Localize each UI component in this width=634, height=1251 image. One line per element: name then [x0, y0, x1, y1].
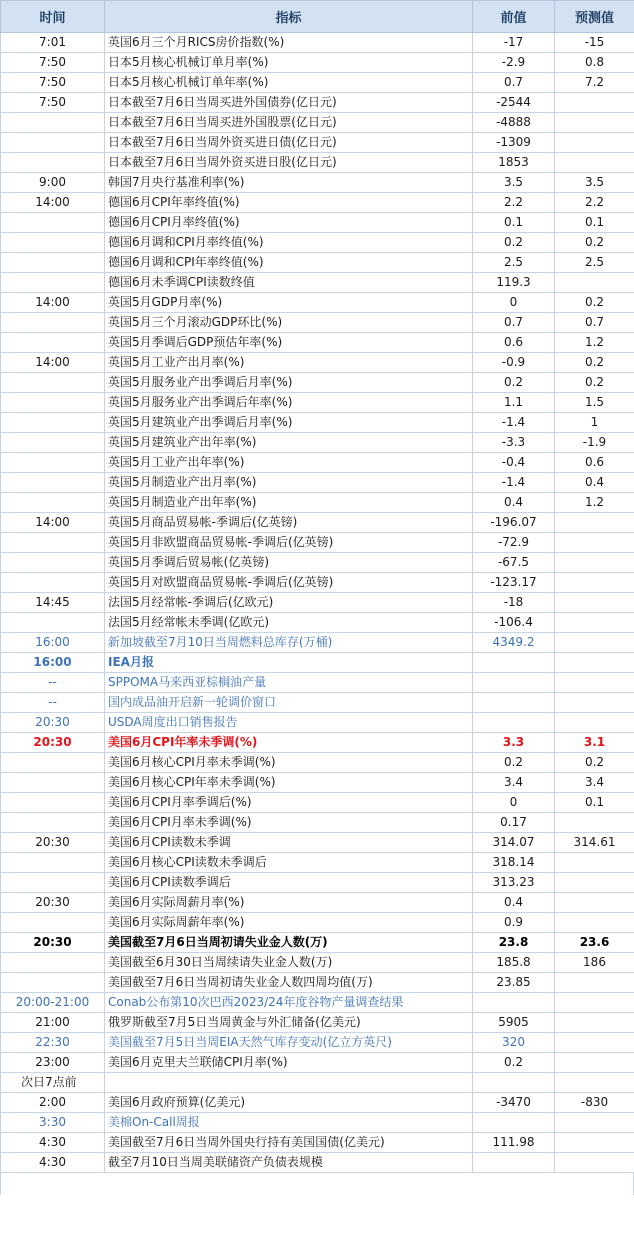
- cell-indicator: 德国6月CPI年率终值(%): [105, 193, 473, 213]
- cell-indicator: 韩国7月央行基准利率(%): [105, 173, 473, 193]
- cell-forecast: [555, 553, 634, 573]
- cell-indicator: 日本截至7月6日当周买进外国股票(亿日元): [105, 113, 473, 133]
- table-row: [1, 973, 634, 993]
- cell-forecast: [555, 913, 634, 933]
- table-row: [1, 133, 634, 153]
- cell-forecast: 314.61: [555, 833, 634, 853]
- cell-indicator: 美国6月核心CPI年率未季调(%): [105, 773, 473, 793]
- cell-forecast: 0.2: [555, 753, 634, 773]
- header-time: 时间: [1, 1, 105, 33]
- cell-previous: 0.6: [473, 333, 555, 353]
- cell-previous: -2.9: [473, 53, 555, 73]
- table-row: [1, 993, 634, 1013]
- cell-indicator: 英国5月工业产出月率(%): [105, 353, 473, 373]
- cell-time: 20:30: [1, 933, 105, 953]
- cell-indicator: SPPOMA马来西亚棕榈油产量: [105, 673, 473, 693]
- cell-previous: -1.4: [473, 473, 555, 493]
- cell-forecast: 0.2: [555, 293, 634, 313]
- cell-previous: [473, 693, 555, 713]
- cell-forecast: [555, 113, 634, 133]
- cell-previous: 0.7: [473, 313, 555, 333]
- cell-indicator: 美国6月CPI月率季调后(%): [105, 793, 473, 813]
- table-row: [1, 293, 634, 313]
- cell-indicator: 英国5月制造业产出年率(%): [105, 493, 473, 513]
- cell-previous: 5905: [473, 1013, 555, 1033]
- cell-time: 22:30: [1, 1033, 105, 1053]
- cell-forecast: 2.5: [555, 253, 634, 273]
- table-row: [1, 693, 634, 713]
- cell-time: [1, 433, 105, 453]
- table-bottom-spacer: [0, 1173, 634, 1195]
- cell-time: [1, 253, 105, 273]
- cell-forecast: [555, 1113, 634, 1133]
- cell-forecast: 0.8: [555, 53, 634, 73]
- table-row: [1, 793, 634, 813]
- table-row: [1, 113, 634, 133]
- cell-forecast: 0.6: [555, 453, 634, 473]
- cell-indicator: 美国6月CPI年率未季调(%): [105, 733, 473, 753]
- cell-forecast: 1.2: [555, 333, 634, 353]
- table-row: [1, 473, 634, 493]
- cell-indicator: 德国6月未季调CPI读数终值: [105, 273, 473, 293]
- cell-time: [1, 873, 105, 893]
- table-row: [1, 733, 634, 753]
- cell-time: [1, 473, 105, 493]
- cell-indicator: 法国5月经常帐未季调(亿欧元): [105, 613, 473, 633]
- cell-previous: 314.07: [473, 833, 555, 853]
- table-row: [1, 273, 634, 293]
- cell-previous: 4349.2: [473, 633, 555, 653]
- cell-time: 14:45: [1, 593, 105, 613]
- cell-forecast: [555, 533, 634, 553]
- table-row: [1, 33, 634, 53]
- cell-time: 7:50: [1, 73, 105, 93]
- cell-indicator: 英国5月服务业产出季调后月率(%): [105, 373, 473, 393]
- cell-previous: -67.5: [473, 553, 555, 573]
- cell-forecast: 3.4: [555, 773, 634, 793]
- cell-time: [1, 753, 105, 773]
- cell-time: 7:50: [1, 53, 105, 73]
- cell-forecast: 0.2: [555, 233, 634, 253]
- cell-indicator: 美国6月CPI读数未季调: [105, 833, 473, 853]
- cell-time: [1, 533, 105, 553]
- table-row: [1, 913, 634, 933]
- table-row: [1, 353, 634, 373]
- cell-indicator: 德国6月CPI月率终值(%): [105, 213, 473, 233]
- cell-previous: -17: [473, 33, 555, 53]
- table-body: [1, 33, 634, 1173]
- cell-previous: -4888: [473, 113, 555, 133]
- table-row: [1, 953, 634, 973]
- table-row: [1, 433, 634, 453]
- table-row: [1, 73, 634, 93]
- table-row: [1, 493, 634, 513]
- cell-forecast: 1.5: [555, 393, 634, 413]
- cell-indicator: 日本截至7月6日当周外资买进日股(亿日元): [105, 153, 473, 173]
- cell-time: [1, 413, 105, 433]
- cell-indicator: 英国5月三个月滚动GDP环比(%): [105, 313, 473, 333]
- cell-indicator: 美国6月CPI月率未季调(%): [105, 813, 473, 833]
- table-row: [1, 53, 634, 73]
- table-row: [1, 1013, 634, 1033]
- cell-indicator: 日本5月核心机械订单月率(%): [105, 53, 473, 73]
- cell-time: [1, 953, 105, 973]
- cell-previous: -2544: [473, 93, 555, 113]
- table-row: [1, 773, 634, 793]
- cell-forecast: [555, 853, 634, 873]
- cell-indicator: 英国5月GDP月率(%): [105, 293, 473, 313]
- cell-forecast: [555, 153, 634, 173]
- cell-indicator: 日本5月核心机械订单年率(%): [105, 73, 473, 93]
- cell-forecast: [555, 693, 634, 713]
- cell-time: 20:30: [1, 733, 105, 753]
- cell-time: [1, 233, 105, 253]
- cell-previous: 0.9: [473, 913, 555, 933]
- cell-forecast: [555, 93, 634, 113]
- cell-time: 14:00: [1, 513, 105, 533]
- table-row: [1, 753, 634, 773]
- cell-time: [1, 913, 105, 933]
- cell-time: [1, 853, 105, 873]
- cell-time: 7:50: [1, 93, 105, 113]
- cell-indicator: 日本截至7月6日当周买进外国债券(亿日元): [105, 93, 473, 113]
- table-row: [1, 633, 634, 653]
- cell-previous: [473, 1073, 555, 1093]
- cell-previous: 0.2: [473, 1053, 555, 1073]
- cell-forecast: [555, 1133, 634, 1153]
- cell-time: 9:00: [1, 173, 105, 193]
- cell-forecast: 0.1: [555, 213, 634, 233]
- cell-time: [1, 573, 105, 593]
- cell-time: [1, 153, 105, 173]
- cell-indicator: 美国截至7月6日当周初请失业金人数(万): [105, 933, 473, 953]
- cell-time: 4:30: [1, 1133, 105, 1153]
- cell-forecast: [555, 1013, 634, 1033]
- cell-indicator: [105, 1073, 473, 1093]
- cell-previous: 313.23: [473, 873, 555, 893]
- table-row: [1, 933, 634, 953]
- cell-indicator: 英国5月建筑业产出年率(%): [105, 433, 473, 453]
- header-previous: 前值: [473, 1, 555, 33]
- cell-forecast: [555, 873, 634, 893]
- cell-previous: -0.4: [473, 453, 555, 473]
- cell-previous: -123.17: [473, 573, 555, 593]
- cell-forecast: [555, 1153, 634, 1173]
- cell-previous: 185.8: [473, 953, 555, 973]
- cell-time: [1, 373, 105, 393]
- cell-previous: [473, 1113, 555, 1133]
- cell-indicator: 英国5月非欧盟商品贸易帐-季调后(亿英镑): [105, 533, 473, 553]
- cell-forecast: 0.1: [555, 793, 634, 813]
- table-row: [1, 1153, 634, 1173]
- table-row: [1, 333, 634, 353]
- cell-indicator: 英国5月季调后GDP预估年率(%): [105, 333, 473, 353]
- cell-time: [1, 113, 105, 133]
- table-row: [1, 593, 634, 613]
- cell-previous: 0.2: [473, 233, 555, 253]
- cell-previous: 0.1: [473, 213, 555, 233]
- cell-indicator: 美棉On-Call周报: [105, 1113, 473, 1133]
- cell-previous: 23.85: [473, 973, 555, 993]
- cell-forecast: 186: [555, 953, 634, 973]
- cell-forecast: 0.4: [555, 473, 634, 493]
- cell-forecast: [555, 273, 634, 293]
- table-row: [1, 373, 634, 393]
- cell-forecast: 2.2: [555, 193, 634, 213]
- cell-previous: 1853: [473, 153, 555, 173]
- cell-forecast: -830: [555, 1093, 634, 1113]
- cell-previous: -106.4: [473, 613, 555, 633]
- cell-previous: -18: [473, 593, 555, 613]
- table-row: [1, 1093, 634, 1113]
- cell-forecast: [555, 133, 634, 153]
- cell-indicator: 美国截至6月30日当周续请失业金人数(万): [105, 953, 473, 973]
- cell-previous: 3.3: [473, 733, 555, 753]
- table-row: [1, 453, 634, 473]
- cell-time: 16:00: [1, 653, 105, 673]
- table-row: [1, 153, 634, 173]
- cell-previous: 1.1: [473, 393, 555, 413]
- cell-indicator: 国内成品油开启新一轮调价窗口: [105, 693, 473, 713]
- cell-indicator: 日本截至7月6日当周外资买进日债(亿日元): [105, 133, 473, 153]
- cell-forecast: [555, 513, 634, 533]
- cell-previous: -0.9: [473, 353, 555, 373]
- table-row: [1, 873, 634, 893]
- cell-indicator: 美国6月核心CPI读数未季调后: [105, 853, 473, 873]
- table-row: [1, 513, 634, 533]
- cell-indicator: 英国6月三个月RICS房价指数(%): [105, 33, 473, 53]
- cell-time: 14:00: [1, 193, 105, 213]
- table-row: [1, 553, 634, 573]
- cell-previous: 111.98: [473, 1133, 555, 1153]
- cell-forecast: [555, 1073, 634, 1093]
- cell-time: 次日7点前: [1, 1073, 105, 1093]
- table-row: [1, 213, 634, 233]
- cell-previous: [473, 673, 555, 693]
- cell-indicator: USDA周度出口销售报告: [105, 713, 473, 733]
- cell-previous: 320: [473, 1033, 555, 1053]
- cell-forecast: -1.9: [555, 433, 634, 453]
- table-row: [1, 313, 634, 333]
- cell-time: 4:30: [1, 1153, 105, 1173]
- cell-indicator: 截至7月10日当周美联储资产负债表规模: [105, 1153, 473, 1173]
- cell-forecast: [555, 813, 634, 833]
- cell-previous: [473, 1153, 555, 1173]
- cell-forecast: -15: [555, 33, 634, 53]
- cell-indicator: 德国6月调和CPI年率终值(%): [105, 253, 473, 273]
- cell-previous: 0: [473, 793, 555, 813]
- cell-forecast: [555, 993, 634, 1013]
- cell-time: [1, 793, 105, 813]
- cell-indicator: 美国6月克里夫兰联储CPI月率(%): [105, 1053, 473, 1073]
- cell-previous: [473, 713, 555, 733]
- cell-forecast: 23.6: [555, 933, 634, 953]
- cell-time: 14:00: [1, 353, 105, 373]
- cell-time: 16:00: [1, 633, 105, 653]
- cell-forecast: [555, 1053, 634, 1073]
- cell-forecast: [555, 633, 634, 653]
- cell-indicator: 美国6月CPI读数季调后: [105, 873, 473, 893]
- cell-forecast: [555, 593, 634, 613]
- cell-forecast: 0.7: [555, 313, 634, 333]
- cell-previous: 318.14: [473, 853, 555, 873]
- cell-indicator: 俄罗斯截至7月5日当周黄金与外汇储备(亿美元): [105, 1013, 473, 1033]
- cell-previous: 3.4: [473, 773, 555, 793]
- cell-time: 23:00: [1, 1053, 105, 1073]
- cell-previous: -1309: [473, 133, 555, 153]
- table-row: [1, 533, 634, 553]
- cell-time: [1, 613, 105, 633]
- cell-forecast: 0.2: [555, 353, 634, 373]
- cell-time: 2:00: [1, 1093, 105, 1113]
- cell-forecast: [555, 613, 634, 633]
- cell-indicator: 美国6月政府预算(亿美元): [105, 1093, 473, 1113]
- cell-forecast: [555, 973, 634, 993]
- cell-forecast: 1: [555, 413, 634, 433]
- cell-indicator: 美国6月实际周薪年率(%): [105, 913, 473, 933]
- table-row: [1, 813, 634, 833]
- cell-previous: [473, 993, 555, 1013]
- table-row: [1, 173, 634, 193]
- cell-time: 14:00: [1, 293, 105, 313]
- table-row: [1, 233, 634, 253]
- cell-time: [1, 773, 105, 793]
- table-row: [1, 1113, 634, 1133]
- cell-indicator: 英国5月建筑业产出季调后月率(%): [105, 413, 473, 433]
- cell-previous: -3470: [473, 1093, 555, 1113]
- cell-time: --: [1, 693, 105, 713]
- cell-previous: 0.4: [473, 493, 555, 513]
- cell-time: [1, 313, 105, 333]
- table-row: [1, 413, 634, 433]
- cell-previous: -1.4: [473, 413, 555, 433]
- cell-time: [1, 213, 105, 233]
- cell-previous: -196.07: [473, 513, 555, 533]
- cell-indicator: 英国5月季调后贸易帐(亿英镑): [105, 553, 473, 573]
- cell-forecast: [555, 713, 634, 733]
- cell-time: [1, 273, 105, 293]
- cell-indicator: 英国5月服务业产出季调后年率(%): [105, 393, 473, 413]
- cell-forecast: 3.1: [555, 733, 634, 753]
- cell-previous: -3.3: [473, 433, 555, 453]
- cell-time: 20:00-21:00: [1, 993, 105, 1013]
- cell-time: [1, 813, 105, 833]
- cell-indicator: 新加坡截至7月10日当周燃料总库存(万桶): [105, 633, 473, 653]
- table-row: [1, 193, 634, 213]
- cell-time: [1, 333, 105, 353]
- cell-time: [1, 493, 105, 513]
- table-row: [1, 573, 634, 593]
- cell-indicator: 美国6月实际周薪月率(%): [105, 893, 473, 913]
- cell-time: 21:00: [1, 1013, 105, 1033]
- table-row: [1, 253, 634, 273]
- cell-previous: 23.8: [473, 933, 555, 953]
- table-row: [1, 893, 634, 913]
- cell-time: [1, 393, 105, 413]
- cell-indicator: 英国5月制造业产出月率(%): [105, 473, 473, 493]
- table-row: [1, 713, 634, 733]
- cell-indicator: 英国5月工业产出年率(%): [105, 453, 473, 473]
- table-row: [1, 1073, 634, 1093]
- table-row: [1, 393, 634, 413]
- cell-previous: 119.3: [473, 273, 555, 293]
- table-row: [1, 853, 634, 873]
- cell-time: [1, 553, 105, 573]
- cell-indicator: 美国截至7月5日当周EIA天然气库存变动(亿立方英尺): [105, 1033, 473, 1053]
- cell-forecast: 3.5: [555, 173, 634, 193]
- cell-time: --: [1, 673, 105, 693]
- table-row: [1, 653, 634, 673]
- cell-previous: [473, 653, 555, 673]
- cell-indicator: 英国5月对欧盟商品贸易帐-季调后(亿英镑): [105, 573, 473, 593]
- cell-time: [1, 133, 105, 153]
- cell-indicator: 德国6月调和CPI月率终值(%): [105, 233, 473, 253]
- cell-forecast: 1.2: [555, 493, 634, 513]
- cell-forecast: [555, 653, 634, 673]
- cell-indicator: 美国截至7月6日当周外国央行持有美国国债(亿美元): [105, 1133, 473, 1153]
- table-row: [1, 833, 634, 853]
- cell-indicator: IEA月报: [105, 653, 473, 673]
- cell-time: [1, 973, 105, 993]
- cell-previous: 2.5: [473, 253, 555, 273]
- cell-previous: 0: [473, 293, 555, 313]
- table-row: [1, 1053, 634, 1073]
- table-row: [1, 613, 634, 633]
- cell-previous: 2.2: [473, 193, 555, 213]
- cell-time: 20:30: [1, 713, 105, 733]
- header-indicator: 指标: [105, 1, 473, 33]
- table-row: [1, 93, 634, 113]
- cell-time: 3:30: [1, 1113, 105, 1133]
- header-forecast: 预测值: [555, 1, 634, 33]
- cell-indicator: 英国5月商品贸易帐-季调后(亿英镑): [105, 513, 473, 533]
- cell-previous: 0.2: [473, 753, 555, 773]
- cell-indicator: 美国6月核心CPI月率未季调(%): [105, 753, 473, 773]
- cell-indicator: 法国5月经常帐-季调后(亿欧元): [105, 593, 473, 613]
- table-row: [1, 1133, 634, 1153]
- cell-indicator: 美国截至7月6日当周初请失业金人数四周均值(万): [105, 973, 473, 993]
- cell-previous: -72.9: [473, 533, 555, 553]
- table-row: [1, 1033, 634, 1053]
- cell-previous: 0.2: [473, 373, 555, 393]
- cell-time: 20:30: [1, 833, 105, 853]
- cell-previous: 0.7: [473, 73, 555, 93]
- cell-time: 7:01: [1, 33, 105, 53]
- cell-previous: 0.4: [473, 893, 555, 913]
- cell-time: 20:30: [1, 893, 105, 913]
- cell-forecast: [555, 1033, 634, 1053]
- table-header-row: [1, 1, 634, 33]
- cell-forecast: 7.2: [555, 73, 634, 93]
- table-row: [1, 673, 634, 693]
- cell-previous: 0.17: [473, 813, 555, 833]
- cell-forecast: [555, 673, 634, 693]
- cell-indicator: Conab公布第10次巴西2023/24年度谷物产量调查结果: [105, 993, 473, 1013]
- cell-time: [1, 453, 105, 473]
- cell-forecast: [555, 893, 634, 913]
- cell-previous: 3.5: [473, 173, 555, 193]
- cell-forecast: 0.2: [555, 373, 634, 393]
- cell-forecast: [555, 573, 634, 593]
